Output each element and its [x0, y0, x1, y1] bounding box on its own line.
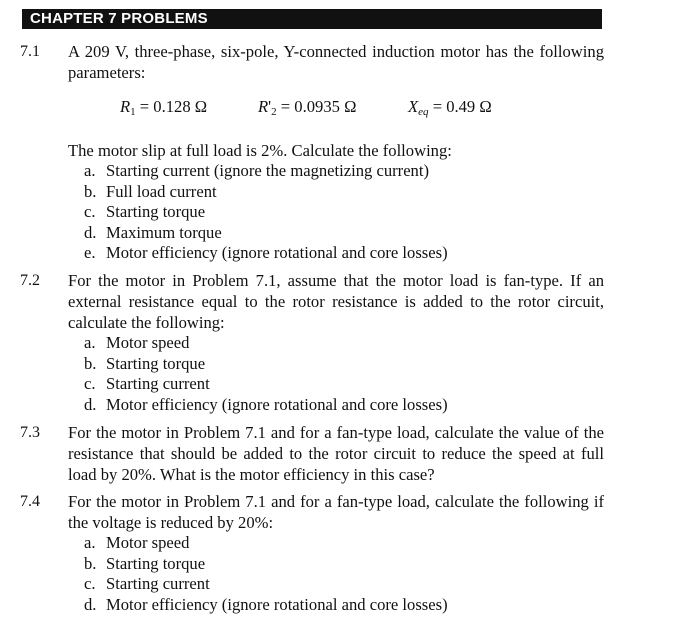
- problem-number: 7.2: [20, 272, 40, 289]
- list-item: d. Maximum torque: [84, 222, 222, 242]
- list-item: c. Starting current: [84, 374, 210, 393]
- problem-text: For the motor in Problem 7.1 and for a fan-type load, calculate the value of the resistance that should be added to the rotor circuit to reduce the speed at full load by 20%. What is the motor efficiency in this case?: [68, 423, 604, 484]
- list-item: d. Motor efficiency (ignore rotational and core losses): [84, 594, 448, 614]
- problem-number: 7.1: [20, 43, 40, 60]
- list-item: b. Full load current: [84, 181, 217, 201]
- list-item: b. Starting torque: [84, 353, 206, 373]
- list-item: a. Motor speed: [84, 533, 190, 552]
- task-list: [68, 533, 604, 615]
- list-item: a. Starting current (ignore the magnetizing current): [84, 161, 429, 180]
- list-item: a. Motor speed: [84, 333, 190, 352]
- list-item: c. Starting current: [84, 574, 210, 593]
- problem-intro: A 209 V, three-phase, six-pole, Y-connected induction motor has the following parameters:: [68, 42, 604, 82]
- list-item: b. Starting torque: [84, 553, 206, 573]
- chapter-heading: CHAPTER 7 PROBLEMS: [22, 9, 602, 29]
- param-xeq: $X_{eq} = 0.49$ Ω: [408, 97, 492, 118]
- problem-number: 7.3: [20, 424, 40, 441]
- list-item: e. Motor efficiency (ignore rotational and core losses): [84, 243, 448, 262]
- problem-text: The motor slip at full load is 2%. Calculate the following:: [68, 141, 452, 160]
- task-list: [68, 333, 604, 415]
- param-r2-prime: $R'_2 = 0.0935$ Ω: [258, 97, 357, 118]
- problem-text: For the motor in Problem 7.1, assume that the motor load is fan-type. If an external resistance equal to the rotor resistance is added to the rotor circuit, calculate the following:: [68, 271, 604, 332]
- parameter-equation: [120, 96, 540, 118]
- list-item: c. Starting torque: [84, 202, 206, 221]
- problem-number: 7.4: [20, 493, 40, 510]
- param-r1: $R_1 = 0.128$ Ω: [120, 97, 208, 118]
- list-item: d. Motor efficiency (ignore rotational and core losses): [84, 394, 448, 414]
- problem-text: For the motor in Problem 7.1 and for a fan-type load, calculate the following if the voltage is reduced by 20%:: [68, 492, 604, 532]
- task-list: [68, 161, 604, 264]
